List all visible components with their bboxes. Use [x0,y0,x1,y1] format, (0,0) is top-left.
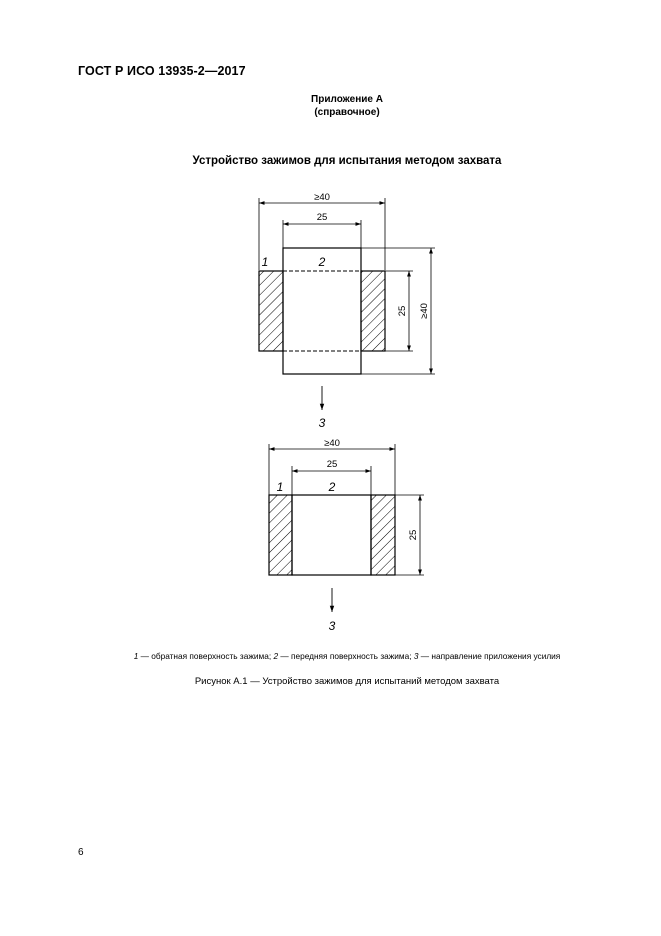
label-3-fig2: 3 [328,619,336,633]
legend-text-1: — обратная поверхность зажима; [138,651,274,661]
label-3-fig1: 3 [318,416,326,430]
dim-outer-1: ≥40 [314,192,330,203]
clamp-front-left-2 [269,495,292,575]
annex-type: (справочное) [314,107,380,118]
section-title: Устройство зажимов для испытания методом захвата [192,155,502,167]
legend-num-2: 2 [273,651,279,661]
legend-text-2: — передняя поверхность зажима; [278,651,414,661]
label-2-fig2: 2 [328,480,336,494]
figure-2 [269,438,424,633]
legend-text-3: — направление приложения усилия [418,651,561,661]
label-1-fig1: 1 [261,255,269,269]
legend-num-3: 3 [413,651,419,661]
annex-title: Приложение А [311,94,383,105]
figure-legend [0,651,661,661]
label-1-fig2: 1 [276,480,284,494]
dim-height-2: 25 [408,529,419,541]
dim-inner-1: 25 [316,212,328,223]
document-header: ГОСТ Р ИСО 13935-2—2017 [78,64,246,78]
dim-height-inner-1: 25 [397,305,408,317]
legend-num-1: 1 [133,651,139,661]
figure-caption: Рисунок А.1 — Устройство зажимов для испытаний методом захвата [194,676,500,687]
dim-outer-2: ≥40 [324,438,340,449]
dim-inner-2: 25 [326,459,338,470]
specimen-2 [292,495,371,575]
clamp-front-right-2 [371,495,395,575]
label-2-fig1: 2 [318,255,326,269]
clamp-back-right-1 [361,271,385,351]
clamp-back-left-1 [259,271,283,351]
dim-height-outer-1: ≥40 [419,303,430,319]
figure-1 [259,192,435,430]
page-number: 6 [78,847,84,858]
